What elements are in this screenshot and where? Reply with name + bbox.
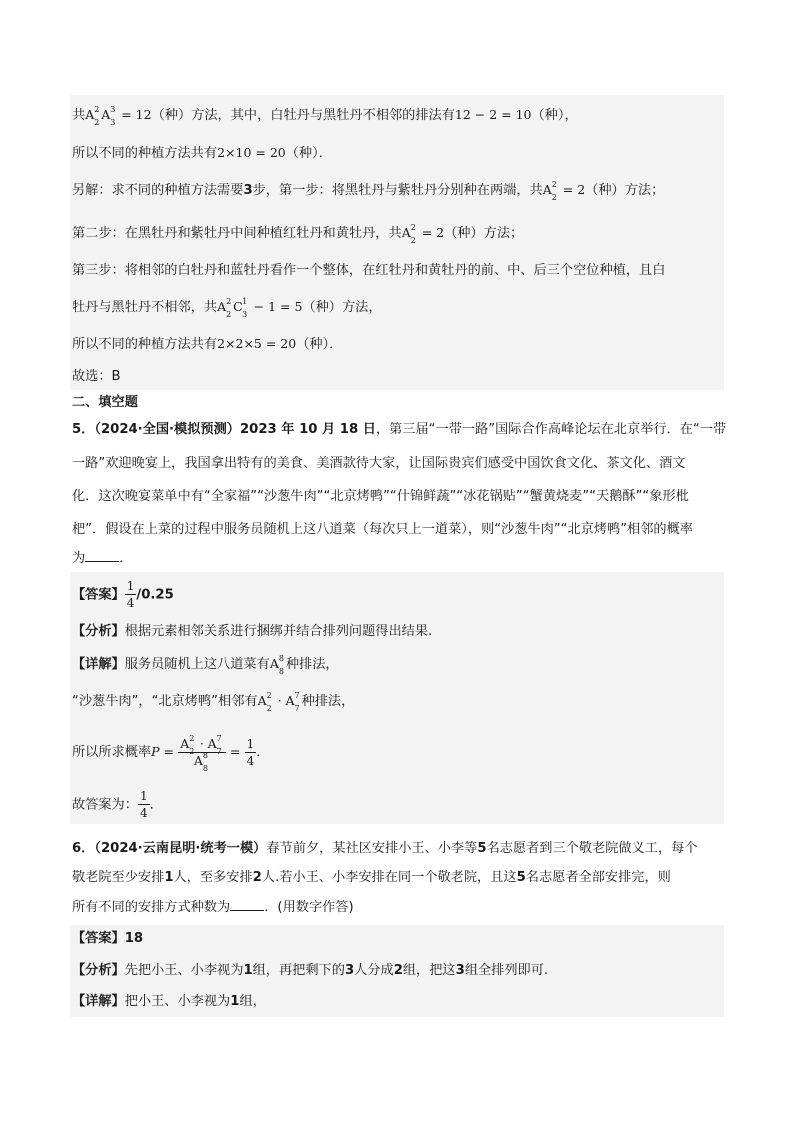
q5-line-2: [72, 455, 685, 473]
q5-answer: [72, 578, 174, 613]
math-expr: P =: [151, 744, 174, 759]
text: ．: [119, 551, 133, 566]
text: 人，至多安排: [173, 870, 253, 885]
question-number: 6．: [72, 841, 95, 856]
q5-line-1: [72, 421, 726, 439]
text: 所有不同的安排方式种数为: [72, 900, 231, 915]
text: 种排法，: [301, 694, 355, 709]
text: 所以不同的种植方法共有: [72, 146, 218, 161]
text: 人分成: [354, 963, 394, 978]
solution-line-1: [72, 106, 578, 125]
solution-line-7: [72, 335, 342, 354]
analysis-tag: 【分析】: [72, 963, 125, 978]
text: 3: [243, 183, 253, 198]
text: 服务员随机上这八道菜有: [124, 657, 270, 672]
text: 先把小王、小李视为: [124, 963, 244, 978]
q6-detail: [72, 993, 266, 1011]
perm-symbol: A 7 7: [207, 733, 222, 756]
text: 第二步：在黑牡丹和紫牡丹中间种植红牡丹和黄牡丹，共: [72, 226, 402, 241]
numerator: 1: [246, 736, 255, 751]
text: 组，把这: [402, 963, 456, 978]
text: 所以不同的种植方法共有: [72, 337, 218, 352]
detail-tag: 【详解】: [72, 994, 125, 1009]
text: 1: [230, 994, 240, 1009]
question-source: （2024·云南昆明·统考一模）: [94, 841, 267, 856]
text: 牡丹与黑牡丹不相邻，共: [72, 300, 218, 315]
math-expr: =: [229, 744, 241, 759]
text: 一路”欢迎晚宴上，我国拿出特有的美食、美酒款待大家，让国际贵宾们感受中国饮食文化、茶文化、酒文: [72, 456, 686, 471]
text: 人.若小王、小李安排在同一个敬老院，且这: [261, 870, 517, 885]
q6-line-1: [72, 840, 698, 858]
text: 组，: [239, 994, 266, 1009]
numerator: 1: [126, 579, 135, 593]
solution-line-3: [72, 181, 664, 200]
q5-detail-1: [72, 655, 339, 674]
perm-symbol: A 2 2: [542, 180, 557, 202]
text: 1: [164, 870, 174, 885]
text: 敬老院至少安排: [72, 870, 165, 885]
q6-line-3: [72, 898, 354, 917]
numerator: 1: [139, 789, 148, 803]
text: 3: [455, 963, 465, 978]
math-expr: 2×10 = 20: [217, 145, 286, 160]
text: （种）方法；: [585, 183, 665, 198]
answer-choice: 故选：B: [72, 369, 121, 384]
solution-line-4: [72, 224, 523, 243]
answer-value: 18: [124, 931, 144, 946]
final-fraction: [138, 788, 150, 821]
text: 共: [72, 108, 86, 123]
text: 2023 年 10 月 18 日: [240, 422, 376, 437]
math-expr: − 1 = 5: [249, 299, 303, 314]
math-expr: = 12: [117, 107, 152, 122]
perm-symbol: A 2 2: [401, 223, 416, 245]
q6-analysis: [72, 962, 548, 980]
text: 组，再把剩下的: [252, 963, 345, 978]
text: 组全排列即可.: [464, 963, 549, 978]
text: 名志愿者全部安排完，则: [525, 870, 671, 885]
q5-detail-2: [72, 692, 354, 711]
text: 3: [344, 963, 355, 978]
text: （种）．: [296, 337, 343, 352]
text: 把小王、小李视为: [124, 994, 231, 1009]
math-expr: = 2: [558, 182, 586, 197]
text: 春节前夕，某社区安排小王、小李等: [266, 841, 478, 856]
text: ．: [256, 745, 270, 760]
answer-fraction: [125, 578, 137, 611]
text: 所以所求概率: [72, 745, 152, 760]
q5-detail-4: [72, 788, 163, 823]
perm-symbol: A 3 3: [101, 105, 116, 127]
perm-symbol: A 8 8: [193, 750, 209, 773]
text: “沙葱牛肉”，“北京烤鸭”相邻有: [72, 694, 258, 709]
analysis-tag: 【分析】: [72, 624, 125, 639]
comb-symbol: C 1 3: [233, 297, 248, 319]
q6-answer: [72, 930, 143, 948]
text: ．(用数字作答): [264, 900, 354, 915]
text: 为: [72, 551, 86, 566]
text: 第三步：将相邻的白牡丹和蓝牡丹看作一个整体，在红牡丹和黄牡丹的前、中、后三个空位种植，且白: [72, 263, 666, 278]
denominator: 4: [246, 753, 255, 768]
perm-symbol: A 8 8: [269, 654, 284, 676]
math-expr: = 2: [417, 225, 445, 240]
probability-fraction: [178, 733, 226, 773]
text: （种）方法，其中，白牡丹与黑牡丹不相邻的排法有: [151, 108, 455, 123]
math-expr: 2×2×5 = 20: [217, 336, 297, 351]
text: （种）．: [285, 146, 332, 161]
answer-blank: [230, 898, 264, 911]
dot-operator: ·: [273, 693, 286, 708]
q5-detail-3: [72, 730, 269, 775]
text: 2: [393, 963, 403, 978]
result-fraction: [245, 736, 257, 769]
text: 杷”．假设在上菜的过程中服务员随机上这八道菜（每次只上一道菜），则“沙葱牛肉”“北京烤鸭”相邻的概率: [72, 522, 693, 537]
text: ，第三届“一带一路”国际合作高峰论坛在北京举行．在“一带: [375, 422, 727, 437]
solution-line-8: [72, 368, 121, 386]
answer-tag: 【答案】: [72, 931, 125, 946]
answer-blank: [85, 549, 119, 562]
math-expr: 12 − 2 = 10: [454, 107, 532, 122]
text: 名志愿者到三个敬老院做义工，每个: [486, 841, 698, 856]
text: 1: [243, 963, 253, 978]
text: 步，第一步：将黑牡丹与紫牡丹分别种在两端，共: [252, 183, 543, 198]
text: 另解：求不同的种植方法需要: [72, 183, 244, 198]
answer-tag: 【答案】: [72, 587, 125, 603]
perm-symbol: A 7 7: [285, 691, 300, 713]
text: （种），: [531, 108, 578, 123]
text: 化．这次晚宴菜单中有“全家福”“沙葱牛肉”“北京烤鸭”“什锦鲜蔬”“冰花锅贴”“蟹黄烧麦”“天鹅酥”“象形枇: [72, 489, 689, 504]
q6-line-2: [72, 869, 671, 887]
text: 根据元素相邻关系进行捆绑并结合排列问题得出结果.: [124, 624, 433, 639]
text: 故答案为：: [72, 797, 138, 813]
text: 5: [516, 870, 526, 885]
perm-symbol: A 2 2: [217, 297, 232, 319]
question-number: 5．: [72, 422, 95, 437]
perm-symbol: A 2 2: [257, 691, 272, 713]
text: ．: [149, 797, 163, 813]
text: 5: [477, 841, 487, 856]
question-source: （2024·全国·模拟预测）: [94, 422, 240, 437]
solution-line-5: [72, 262, 665, 280]
solution-line-6: [72, 298, 382, 317]
text: 2: [252, 870, 262, 885]
q5-line-5: [72, 549, 132, 568]
q5-line-4: [72, 521, 693, 539]
denominator: 4: [139, 806, 148, 820]
text: /0.25: [136, 587, 174, 603]
denominator: 4: [126, 596, 135, 610]
text: 种排法，: [285, 657, 339, 672]
perm-symbol: A 2 2: [85, 105, 100, 127]
q5-analysis: [72, 623, 432, 641]
q5-line-3: [72, 488, 689, 506]
perm-symbol: A 2 2: [180, 733, 195, 756]
numerator: A 2 2 · A 7 7: [178, 736, 226, 753]
text: （种）方法，: [302, 300, 382, 315]
section-title: 二、填空题: [72, 395, 138, 410]
solution-line-2: [72, 144, 332, 163]
text: （种）方法；: [444, 226, 524, 241]
detail-tag: 【详解】: [72, 657, 125, 672]
